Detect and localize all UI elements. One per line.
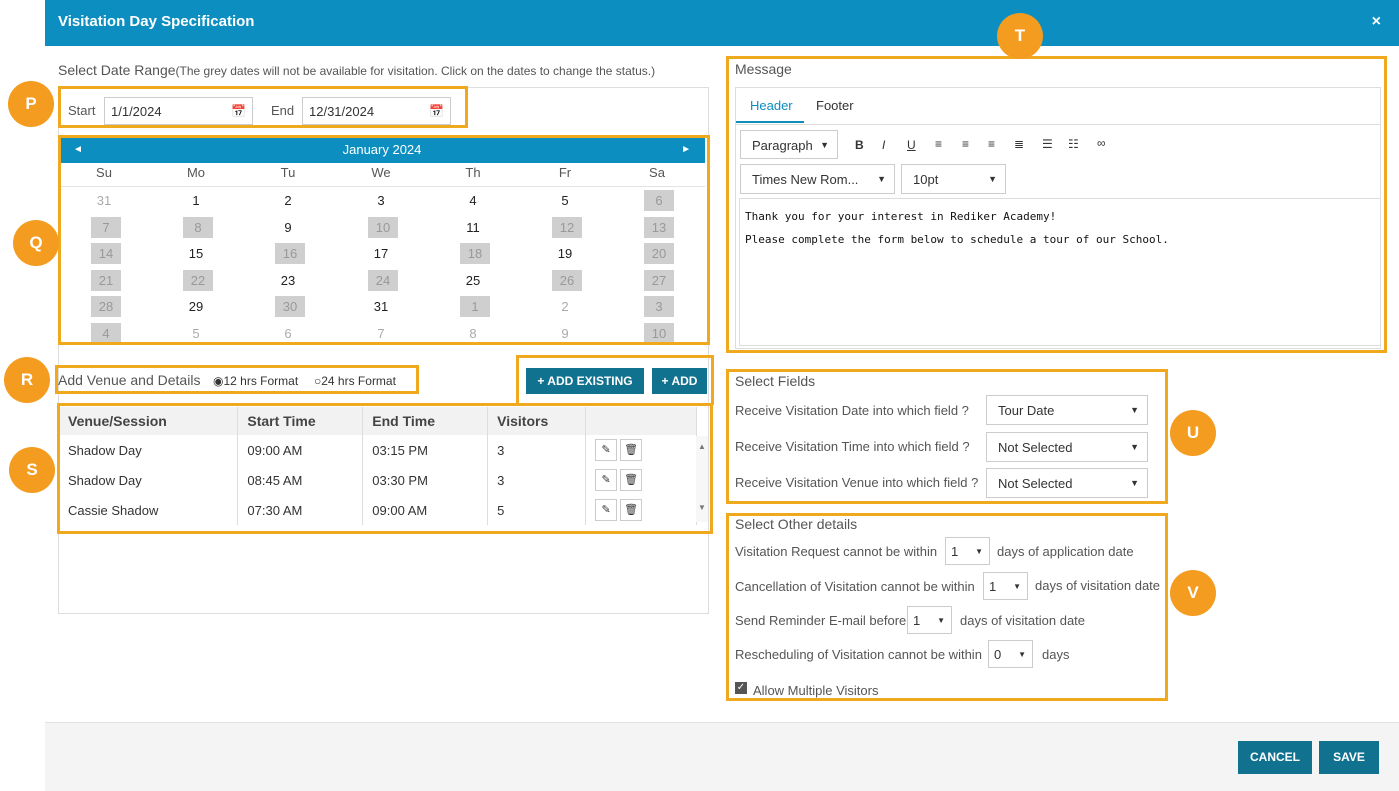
end-date-input[interactable]: 12/31/2024 📅 — [302, 97, 451, 125]
calendar-day[interactable]: 21 — [91, 270, 121, 291]
chevron-down-icon: ▼ — [1130, 478, 1139, 488]
trash-icon[interactable]: 🗑 — [620, 469, 642, 491]
chevron-down-icon: ▼ — [975, 547, 983, 556]
col-venue: Venue/Session — [59, 407, 238, 435]
fields-heading: Select Fields — [735, 373, 816, 389]
chevron-down-icon: ▼ — [1130, 442, 1139, 452]
calendar-day[interactable]: 6 — [284, 325, 292, 341]
time-field-label: Receive Visitation Time into which field ? — [735, 439, 970, 454]
calendar-day[interactable]: 10 — [644, 323, 674, 344]
calendar-icon[interactable]: 📅 — [429, 104, 444, 118]
table-row: Shadow Day 09:00 AM 03:15 PM 3 ✎ 🗑 — [59, 435, 697, 465]
highlight-q — [58, 135, 710, 345]
other-heading: Select Other details — [735, 516, 858, 532]
calendar-day[interactable]: 29 — [188, 299, 204, 314]
trash-icon[interactable]: 🗑 — [620, 499, 642, 521]
calendar-month-label: January 2024 — [342, 142, 422, 157]
calendar-day[interactable]: 6 — [644, 190, 674, 211]
calendar-day[interactable]: 30 — [275, 296, 305, 317]
edit-icon[interactable]: ✎ — [595, 499, 617, 521]
venue-field-label: Receive Visitation Venue into which field ? — [735, 475, 979, 490]
venue-heading: Add Venue and Details — [58, 372, 201, 388]
resched-days-select[interactable]: 0 ▼ — [988, 640, 1033, 668]
calendar-day[interactable]: 10 — [368, 217, 398, 238]
weekday-header: Tu — [280, 165, 296, 180]
request-label: Visitation Request cannot be within — [735, 544, 938, 559]
bold-icon[interactable]: B — [855, 138, 864, 152]
close-icon[interactable]: × — [1371, 13, 1381, 30]
weekday-header: Th — [465, 165, 481, 180]
add-button[interactable]: + ADD — [652, 368, 707, 394]
date-field-label: Receive Visitation Date into which field ? — [735, 403, 969, 418]
calendar-day[interactable]: 15 — [188, 246, 204, 261]
calendar-day[interactable]: 31 — [96, 193, 112, 208]
remind-label: Send Reminder E-mail before — [735, 613, 907, 628]
save-button[interactable]: SAVE — [1319, 741, 1379, 774]
font-size-select[interactable]: 10pt ▼ — [901, 164, 1006, 194]
editor-line: Thank you for your interest in Rediker Academy! — [745, 210, 1057, 223]
col-start: Start Time — [238, 407, 363, 435]
edit-icon[interactable]: ✎ — [595, 469, 617, 491]
calendar-day[interactable]: 26 — [552, 270, 582, 291]
cancel-days-select[interactable]: 1 ▼ — [983, 572, 1028, 600]
highlight-p — [58, 86, 468, 128]
divider — [736, 124, 1380, 125]
format-12-radio[interactable]: ◉12 hrs Format — [213, 374, 299, 388]
table-row: Cassie Shadow 07:30 AM 09:00 AM 5 ✎ 🗑 — [59, 495, 697, 525]
highlight-buttons — [516, 355, 714, 405]
calendar-day[interactable]: 12 — [552, 217, 582, 238]
table-row: Shadow Day 08:45 AM 03:30 PM 3 ✎ 🗑 — [59, 465, 697, 495]
calendar-day[interactable]: 13 — [644, 217, 674, 238]
annotation-badge-p: P — [8, 81, 54, 127]
annotation-badge-r: R — [4, 357, 50, 403]
calendar-day[interactable]: 9 — [561, 325, 569, 341]
tab-header[interactable]: Header — [750, 98, 793, 113]
calendar-day[interactable]: 20 — [644, 243, 674, 264]
italic-icon[interactable]: I — [882, 138, 886, 152]
calendar-day[interactable]: 19 — [557, 246, 573, 261]
cancel-label: Cancellation of Visitation cannot be within — [735, 579, 975, 594]
format-24-radio[interactable]: ○24 hrs Format — [314, 374, 396, 388]
block-format-select[interactable]: Paragraph ▼ — [740, 130, 838, 159]
next-month-icon[interactable]: ► — [681, 144, 691, 155]
chevron-down-icon: ▼ — [1130, 405, 1139, 415]
time-field-select[interactable]: Not Selected ▼ — [986, 432, 1148, 462]
table-scrollbar[interactable]: ▲ ▼ — [696, 436, 708, 522]
remind-days-select[interactable]: 1 ▼ — [907, 606, 952, 634]
annotation-badge-v: V — [1170, 570, 1216, 616]
calendar-day[interactable]: 4 — [469, 193, 477, 208]
chevron-down-icon: ▼ — [1018, 650, 1026, 659]
highlight-r — [55, 365, 419, 394]
calendar-day[interactable]: 2 — [561, 299, 569, 314]
calendar-day[interactable]: 14 — [91, 243, 121, 264]
calendar-day[interactable]: 18 — [460, 243, 490, 264]
calendar-day[interactable]: 17 — [373, 246, 389, 261]
calendar-day[interactable]: 24 — [368, 270, 398, 291]
col-end: End Time — [363, 407, 488, 435]
cancel-suffix: days of visitation date — [1035, 578, 1161, 593]
resched-label: Rescheduling of Visitation cannot be within — [735, 647, 982, 662]
request-suffix: days of application date — [997, 544, 1134, 559]
calendar-day[interactable]: 11 — [466, 219, 480, 235]
calendar-day[interactable]: 3 — [377, 193, 385, 208]
chevron-down-icon: ▼ — [877, 174, 886, 184]
visitation-dialog — [45, 0, 1399, 791]
highlight-s — [57, 403, 713, 534]
add-existing-button[interactable]: + ADD EXISTING — [526, 368, 644, 394]
bullet-list-icon[interactable]: ☰ — [1042, 137, 1053, 151]
weekday-header: Mo — [186, 165, 206, 180]
dialog-title: Visitation Day Specification — [58, 13, 255, 30]
calendar-day[interactable]: 1 — [192, 193, 200, 208]
weekday-header: We — [371, 165, 391, 180]
calendar-day[interactable]: 28 — [91, 296, 121, 317]
underline-icon[interactable]: U — [907, 138, 916, 152]
calendar-day[interactable]: 2 — [284, 193, 292, 208]
align-left-icon[interactable]: ≡ — [935, 137, 943, 151]
dialog-titlebar — [45, 0, 1399, 46]
venue-field-select[interactable]: Not Selected ▼ — [986, 468, 1148, 498]
calendar-day[interactable]: 8 — [469, 325, 477, 341]
calendar-day[interactable]: 27 — [644, 270, 674, 291]
calendar-day[interactable]: 22 — [183, 270, 213, 291]
calendar-day[interactable]: 9 — [284, 219, 292, 235]
annotation-badge-q: Q — [13, 220, 59, 266]
calendar-day[interactable]: 7 — [91, 217, 121, 238]
align-center-icon[interactable]: ≡ — [962, 137, 970, 151]
calendar-day[interactable]: 25 — [465, 272, 481, 288]
active-tab-indicator — [736, 121, 804, 123]
calendar-day[interactable]: 7 — [377, 325, 385, 341]
prev-month-icon[interactable]: ◄ — [73, 144, 83, 155]
calendar-icon[interactable]: 📅 — [231, 104, 246, 118]
chevron-down-icon: ▼ — [1013, 582, 1021, 591]
numbered-list-icon[interactable]: ☷ — [1068, 137, 1079, 151]
annotation-badge-u: U — [1170, 410, 1216, 456]
end-label: End — [271, 103, 295, 118]
annotation-badge-s: S — [9, 447, 55, 493]
resched-suffix: days — [1042, 647, 1070, 662]
date-range-heading: Select Date Range(The grey dates will not be available for visitation. Click on the dates to change the status.) — [58, 62, 656, 78]
align-justify-icon[interactable]: ≣ — [1014, 137, 1025, 151]
calendar-day[interactable]: 16 — [275, 243, 305, 264]
chevron-down-icon: ▼ — [937, 616, 945, 625]
weekday-header: Sa — [649, 165, 665, 180]
request-days-select[interactable]: 1 ▼ — [945, 537, 990, 565]
date-range-hint: (The grey dates will not be available for visitation. Click on the dates to change the status.) — [175, 64, 656, 78]
calendar-day[interactable]: 23 — [280, 272, 296, 288]
multiple-visitors-checkbox[interactable]: ✓ — [736, 682, 746, 693]
chevron-down-icon: ▼ — [820, 140, 829, 150]
calendar-day[interactable]: 5 — [192, 325, 200, 341]
calendar-day[interactable]: 1 — [460, 296, 490, 317]
calendar-day[interactable]: 31 — [373, 299, 389, 314]
calendar-day[interactable]: 4 — [91, 323, 121, 344]
calendar-day[interactable]: 5 — [561, 193, 569, 208]
cancel-button[interactable]: CANCEL — [1238, 741, 1312, 774]
message-heading: Message — [735, 61, 792, 77]
font-family-select[interactable]: Times New Rom... ▼ — [740, 164, 895, 194]
dialog-footer — [45, 722, 1399, 791]
link-icon[interactable]: ∞ — [1097, 136, 1106, 150]
calendar-day[interactable]: 3 — [644, 296, 674, 317]
date-field-select[interactable]: Tour Date ▼ — [986, 395, 1148, 425]
edit-icon[interactable]: ✎ — [595, 439, 617, 461]
calendar-day[interactable]: 8 — [183, 217, 213, 238]
start-date-input[interactable]: 1/1/2024 📅 — [104, 97, 253, 125]
weekday-header: Fr — [558, 165, 572, 180]
tab-footer[interactable]: Footer — [816, 98, 854, 113]
remind-suffix: days of visitation date — [960, 613, 1086, 628]
trash-icon[interactable]: 🗑 — [620, 439, 642, 461]
align-right-icon[interactable]: ≡ — [988, 137, 996, 151]
message-editor[interactable] — [739, 198, 1381, 346]
chevron-down-icon: ▼ — [988, 174, 997, 184]
annotation-badge-t: T — [997, 13, 1043, 59]
col-visitors: Visitors — [488, 407, 586, 435]
multiple-visitors-label: Allow Multiple Visitors — [753, 683, 879, 698]
editor-line: Please complete the form below to schedule a tour of our School. — [745, 233, 1169, 246]
weekday-header: Su — [96, 165, 112, 180]
start-label: Start — [68, 103, 96, 118]
